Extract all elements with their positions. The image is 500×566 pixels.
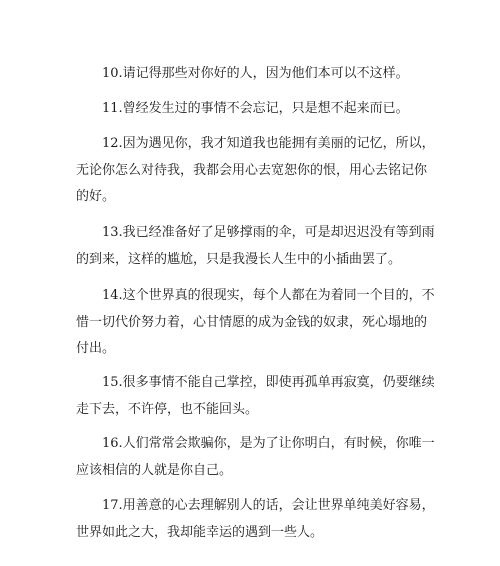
paragraph-line: 付出。 (76, 341, 116, 356)
paragraph-13 (76, 220, 435, 273)
paragraph-line: 惜一切代价努力着，心甘情愿的成为金钱的奴隶，死心塌地的 (76, 314, 428, 330)
paragraph-line: 13.我已经准备好了足够撑雨的伞，可是却迟迟没有等到雨 (102, 225, 435, 240)
paragraph-10 (102, 61, 424, 88)
paragraph-14 (76, 283, 435, 363)
paragraph-line: 14.这个世界真的很现实，每个人都在为着同一个目的，不 (102, 288, 435, 303)
paragraph-line: 11.曾经发生过的事情不会忘记，只是想不起来而已。 (102, 101, 409, 116)
paragraph-16 (76, 431, 435, 484)
paragraph-12 (76, 131, 435, 211)
paragraph-line: 应该相信的人就是你自己。 (76, 462, 233, 478)
paragraph-line: 16.人们常常会欺骗你，是为了让你明白，有时候，你唯一 (102, 436, 435, 451)
paragraph-line: 10.请记得那些对你好的人，因为他们本可以不这样。 (102, 66, 409, 81)
paragraph-line: 的到来，这样的尴尬，只是我漫长人生中的小插曲罢了。 (76, 251, 402, 267)
paragraph-11 (102, 96, 424, 123)
paragraph-line: 12.因为遇见你，我才知道我也能拥有美丽的记忆，所以， (102, 136, 435, 151)
paragraph-17 (76, 493, 435, 546)
paragraph-line: 17.用善意的心去理解别人的话，会让世界单纯美好容易， (102, 498, 435, 513)
paragraph-line: 走下去，不许停，也不能回头。 (76, 401, 259, 417)
paragraph-line: 15.很多事情不能自己掌控，即使再孤单再寂寞，仍要继续 (102, 375, 435, 390)
paragraph-15 (76, 370, 435, 423)
paragraph-line: 的好。 (76, 189, 116, 204)
paragraph-line: 无论你怎么对待我，我都会用心去宽恕你的恨，用心去铭记你 (76, 162, 428, 178)
paragraph-line: 世界如此之大，我却能幸运的遇到一些人。 (76, 524, 324, 540)
